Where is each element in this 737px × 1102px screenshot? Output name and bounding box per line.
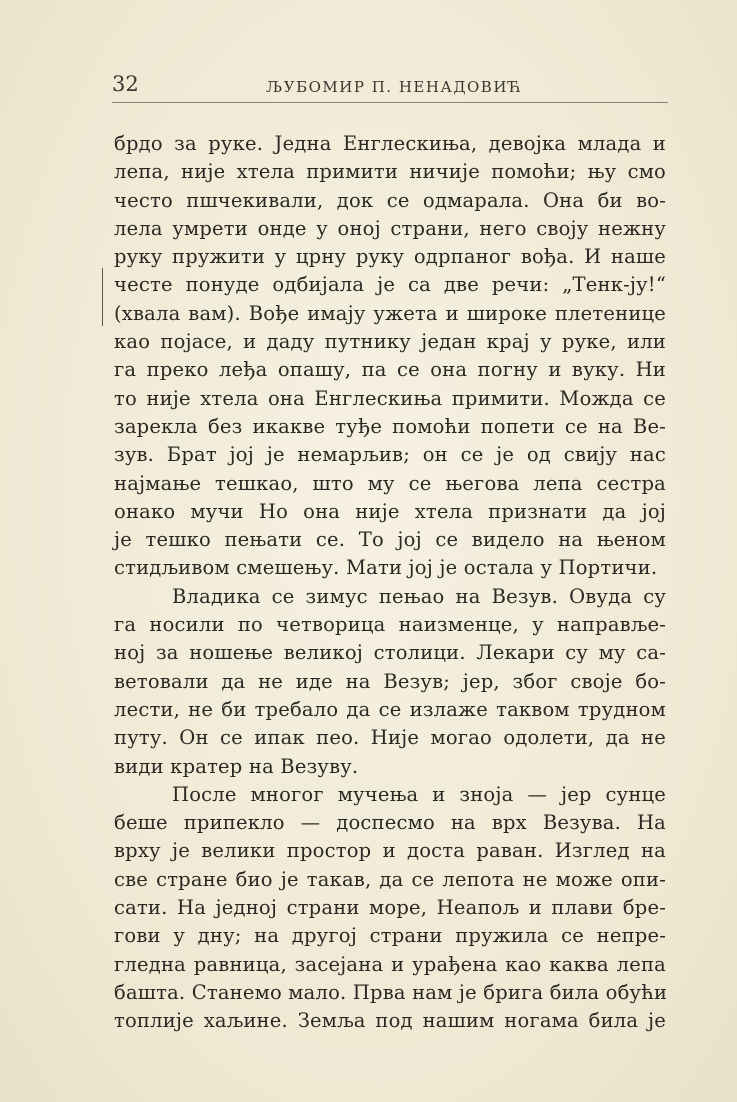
text-line: то није хтела она Енглескиња примити. Можда се <box>114 386 666 410</box>
running-head: ЉУБОМИР П. НЕНАДОВИЋ <box>266 78 523 96</box>
text-line: онако мучи Но она није хтела признати да јој <box>114 499 666 523</box>
text-line: је тешко пењати се. То јој се видело на њеном <box>114 528 666 552</box>
text-line: зарекла без икакве туђе помоћи попети се на Ве- <box>114 414 666 438</box>
text-line: стидљивом смешењу. Мати јој је остала у Портичи. <box>114 556 658 580</box>
text-line: као појасе, и даду путнику један крај у руке, или <box>114 330 666 354</box>
text-line: путу. Он се ипак пео. Није могао одолети, да не <box>114 726 666 750</box>
text-line: После многог мучења и зноја — јер сунце <box>172 782 666 806</box>
text-line: (хвала вам). Вође имају ужета и широке плетенице <box>114 301 666 325</box>
text-line: лела умрети онде у оној страни, него своју нежну <box>114 216 666 240</box>
page-number: 32 <box>112 72 139 96</box>
text-line: гови у дну; на другој страни пружила се непре- <box>114 924 666 948</box>
text-line: брдо за руке. Једна Енглескиња, девојка млада и <box>114 132 666 155</box>
text-line: често пшчекивали, док се одмарала. Она би во- <box>114 188 666 212</box>
text-line: ветовали да не иде на Везув; јер, због своје бо- <box>114 669 666 693</box>
text-line: види кратер на Везуву. <box>114 754 359 778</box>
text-line: најмање тешкао, што му се његова лепа сестра <box>114 471 666 495</box>
text-line: лести, не би требало да се излаже таквом трудном <box>114 697 666 721</box>
text-line: сати. На једној страни море, Неапољ и плави бре- <box>114 896 666 920</box>
text-line: га носили по четворица наизменце, у направље- <box>114 613 666 637</box>
text-line: честе понуде одбијала је са две речи: „Тенк-ју!“ <box>114 273 666 297</box>
text-line: га преко леђа опашу, па се она погну и вуку. Ни <box>114 358 666 382</box>
text-line: гледна равница, засејана и урађена као каква лепа <box>114 952 666 976</box>
body-text <box>114 130 666 1036</box>
text-line: беше припекло — доспесмо на врх Везува. На <box>114 811 666 835</box>
text-line: лепа, није хтела примити ничије помоћи; њу смо <box>114 160 666 184</box>
text-line: све стране био је такав, да се лепота не може опи- <box>114 867 666 891</box>
text-line: башта. Станемо мало. Прва нам је брига била обући <box>114 980 668 1004</box>
text-line: врху је велики простор и доста раван. Изглед на <box>114 839 666 863</box>
margin-mark <box>102 268 103 326</box>
text-line: Владика се зимус пењао на Везув. Овуда су <box>172 584 666 608</box>
text-line: ној за ношење великој столици. Лекари су му са- <box>114 641 666 665</box>
text-line: зув. Брат јој је немарљив; он се је од свију нас <box>114 443 666 467</box>
text-line: руку пружити у црну руку одрпаног вођа. И наше <box>114 245 666 269</box>
text-line: топлије хаљине. Земља под нашим ногама била је <box>114 1009 666 1033</box>
page-header <box>112 72 668 103</box>
